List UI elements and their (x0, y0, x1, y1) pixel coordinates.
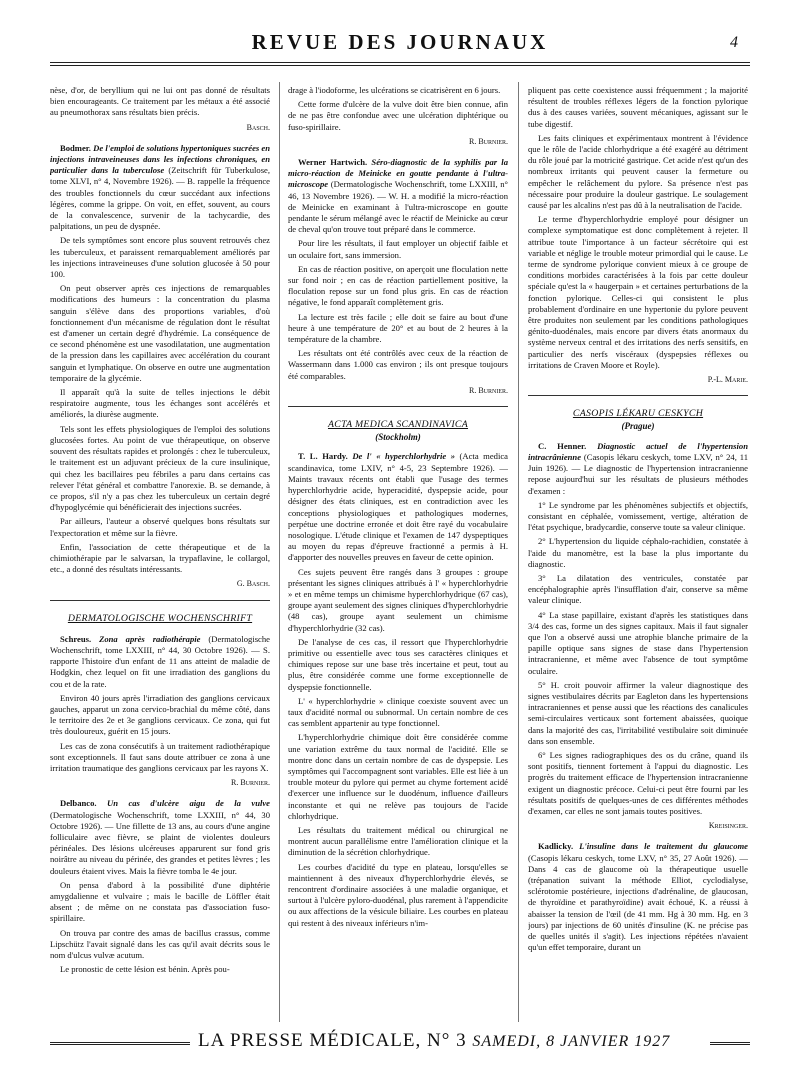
paragraph: Enfin, l'association de cette thérapeutique et de la chimiothérapie par le salvarsan, la trypaflavine, le collargol, etc., a donné des résultats intéressants. (50, 541, 270, 575)
paragraph: Ces sujets peuvent être rangés dans 3 groupes : groupe présentant les signes cliniques attribués à l' « hyperchlorhydrie » et en même temps un chimisme hyperchlorhydrique (67 cas), groupe ayant seulement des signes cliniques d'hyperchlorhydrie (48 cas), groupe ayant seulement un chimisme d'hyperchlorhydrie (32 cas). (288, 566, 508, 633)
paragraph: En cas de réaction positive, on aperçoit une floculation nette sur fond noir ; en cas de réaction partiellement positive, la floculation repose sur un fond plus gris. En cas de réaction négative, le fond apparaît complètement gris. (288, 263, 508, 308)
section-separator (288, 406, 508, 407)
paragraph: Les courbes d'acidité du type en plateau, lorsqu'elles se maintiennent à des niveaux d'hyperchlorhydrie élevés, se rencontrent d'ordinaire associées à une maladie organique, et surtout à l'ulcère pyloro-duodénal, plus rarement à l'appendicite ou aux affections de la vésicule biliaire. Les courbes en plateau qui restent à des niveaux inférieurs n'im- (288, 861, 508, 928)
journal-title: CASOPIS LÉKARU CESKYCH (572, 408, 704, 420)
article-reference: (Zeitschrift für Tuberkulose, tome XLVI, n° 4, Novembre 1926). — B. rappelle la fréquence des troubles fonctionnels du cœur succédant aux infections légères, comme la grippe. On voit, en effet, souvent, au cours de la convalescence, survenir de la tachycardie, des palpitations, un peu de dyspnée. (50, 165, 270, 232)
article-reference: (Dermatologische Wochenschrift, tome LXXIII, n° 44, 30 Octobre 1926). — Une fillette de 13 ans, au cours d'une angine folliculaire avec fièvre, se plaint de violentes douleurs périnéales. Des lésions ulcéreuses apparurent sur fond gris noirâtre au niveau du périnée, des grandes et petites lèvres ; les douleurs étaient vives. Mais la fièvre tomba le 4e jour. (50, 809, 270, 876)
paragraph: L'hyperchlorhydrie chimique doit être considérée comme une variation extrême du taux normal de l'acidité. Elle se montre donc dans un certain nombre de cas de dyspepsie. Les symptômes qui l'accompagnent sont variables. Elle est liée à un trouble moteur du pylore qui permet au chyme fortement acidé d'exercer une influence sur le duodénum, influence d'ailleurs inconstante et qui ne relève pas toujours de l'acide chlorhydrique. (288, 732, 508, 821)
signature: R. Burnier. (468, 136, 508, 146)
page-footer (50, 1030, 750, 1060)
article-abstract (528, 841, 748, 953)
paragraph: drage à l'iodoforme, les ulcérations se cicatrisèrent en 6 jours. (288, 85, 501, 95)
article-reference: (Dermatologische Wochenschrift, tome LXXIII, n° 46, 13 Novembre 1926). — W. H. a modifié la micro-réaction de Meinicke en examinant à l'ultra-microscope en goutte pendante le sérum mélangé avec le réactif de Meinicke au cœur de cheval qu'on trouve tout préparé dans le commerce. (288, 179, 508, 235)
journal-location: (Stockholm) (375, 432, 421, 443)
article-title: Un cas d'ulcère aigu de la vulve (107, 798, 270, 809)
page-header (0, 30, 800, 58)
author: Schreus. (60, 633, 92, 644)
article-abstract (50, 798, 270, 876)
paragraph: Les résultats ont été contrôlés avec ceux de la réaction de Wassermann dans 1.000 cas environ ; ils ont presque toujours été comparables. (288, 348, 508, 381)
header-rule (50, 62, 750, 63)
article-title: Zona après radiothérapie (99, 633, 201, 644)
paragraph: Le terme d'hyperchlorhydrie employé pour désigner un complexe symptomatique est donc complètement à rejeter. Il attribue toute l'importance à un facteur sécrétoire qui est variable et néglige le trouble moteur primordial qui le cause. Le terme de syndrome pylorique convient mieux à ce groupe de conditions morbides caractérisées à la fois par cette douleur spéciale qu'est la « haugerpain » et certaines perturbations de la fonction pylorique. Celles-ci qui consistent le plus probablement d'ordinaire en une hypertonie du pylore peuvent être produites non seulement par les conditions pathologiques génito-duodénales, mais encore par divers états anormaux du système nerveux central et des irritations des nerfs sensitifs, en particulier des nerfs viscéraux (dyspepsies réflexes ou irritations de Craven Moore et Royle). (528, 214, 748, 370)
article-title: Diagnostic actuel de l'hypertension intracrânienne (528, 440, 748, 462)
paragraph: L' « hyperchlorhydrie » clinique coexiste souvent avec un taux d'acidité normal ou subnormal. Un certain nombre de ces cas semblent appartenir au type fonctionnel. (288, 695, 508, 729)
column-divider (279, 82, 280, 1022)
paragraph: De l'analyse de ces cas, il ressort que l'hyperchlorhydrie primitive ou essentielle avec tous ses caractères cliniques et chimiques repose sur une base très incertaine et peut, tout au plus, être considérée comme une forme exceptionnelle de dyspepsie fonctionnelle. (288, 636, 508, 692)
signature: Basch. (246, 122, 270, 132)
paragraph: On trouva par contre des amas de bacillus crassus, comme Lipschütz l'avait signalé dans les cas qu'il avait décrits sous le nom d'ulcus vulvæ acutum. (50, 927, 270, 961)
article-abstract (288, 157, 508, 235)
paragraph: Pour lire les résultats, il faut employer un objectif faible et un oculaire fort, sans immersion. (288, 238, 508, 260)
article-title: De l'emploi de solutions hypertoniques sucrées en injections intraveineuses dans les infections chroniques, en particulier dans la tuberculose (50, 142, 270, 176)
paragraph: On pensa d'abord à la possibilité d'une diphtérie amygdalienne et vulvaire ; mais le bacille de Löffler était absent ; de même on ne constata pas d'association fuso-spirillaire. (50, 879, 270, 924)
article-abstract (528, 441, 748, 497)
article-abstract (50, 634, 270, 690)
paragraph: pliquent pas cette coexistence aussi fréquemment ; la majorité résultent de troubles réflexes légers de la fonction pylorique dus à des causes variées, souvent mécaniques, agissant sur le tube digestif. (528, 85, 748, 129)
column-3 (528, 85, 748, 1020)
paragraph: Il apparaît qu'à la suite de telles injections le débit respiratoire augmente, tous les échanges sont accélérés et améliorés, la diurèse augmente. (50, 387, 270, 420)
journal-title: DERMATOLOGISCHE WOCHENSCHRIFT (67, 612, 253, 624)
footer-rule (710, 1042, 750, 1045)
author: T. L. Hardy. (298, 451, 348, 462)
journal-name: LA PRESSE MÉDICALE, N° 3 (198, 1030, 467, 1051)
section-separator (528, 395, 748, 396)
author: Werner Hartwich. (298, 157, 368, 168)
article-reference: (Dermatologische Wochenschrift, tome LXXIII, n° 44, 30 Octobre 1926). — S. rapporte l'histoire d'un enfant de 11 ans atteint de maladie de Hodgkin, chez lequel on fit une irradiation des ganglions du cou et de la rate. (50, 633, 270, 689)
section-separator (50, 600, 270, 601)
list-item: 4° La stase papillaire, existant d'après les statistiques dans 3/4 des cas, forme un des signes capitaux. Mais il faut signaler que l'on a observé aussi une atrophie blanche primaire de la papille optique sans signes de stase dans l'hypertension intracranienne, et même avec l'absence de tout symptôme oculaire. (528, 609, 748, 676)
paragraph: Les résultats du traitement médical ou chirurgical ne montrent aucun parallélisme entre l'amélioration clinique et la diminution de la sécrétion chlorhydrique. (288, 824, 508, 858)
article-abstract (288, 451, 508, 563)
article-abstract (50, 143, 270, 233)
list-item: 1° Le syndrome par les phénomènes subjectifs et objectifs, consistant en céphalée, vomissement, vertige, altération de l'état psychique, bradycardie, conserve toute sa valeur clinique. (528, 499, 748, 533)
footer-rule (50, 1042, 190, 1045)
article-reference: (Casopis lékaru ceskych, tome LXV, n° 35, 27 Août 1926). — Dans 4 cas de glaucome où la thérapeutique usuelle (trépanation suivant la méthode Elliot, cyclodialyse, sclérotomie postérieure, injections d'adrénaline, de glaucosan, de thyroïdine et parathyroïdine) avait échoué, K. a réussi à abaisser la tension de l'œil (de 41 mm. Hg à 30 mm. Hg. en 3 jours) par injections de 60 unités d'insuline (K. ne précise pas de quelles unités il s'agit). Les injections répétées n'avaient qu'un effet temporaire, durant un (528, 852, 748, 953)
author: Bodmer. (60, 142, 91, 153)
paragraph: Les faits cliniques et expérimentaux montrent à l'évidence que le rôle de l'acide chlorhydrique a été exagéré au détriment du rôle joué par la motricité gastrique. Cet acide n'est qu'un des nombreux irritants qui peuvent causer la fermeture ou empêcher le relâchement du pylore. Sa présence n'est pas nécessaire pour produire la douleur gastrique. Le soulagement causé par les alcalins n'est pas dû à la neutralisation de l'acide. (528, 132, 748, 211)
column-divider (518, 82, 519, 1022)
article-reference: (Casopis lékaru ceskych, tome LXV, n° 24, 11 Juin 1926). — Le diagnostic de l'hypertension intracranienne repose aujourd'hui sur les résultats de plusieurs méthodes d'examen : (528, 451, 748, 496)
paragraph: Par ailleurs, l'auteur a observé quelques bons résultats sur l'expectoration et même sur la fièvre. (50, 516, 270, 538)
paragraph: De tels symptômes sont encore plus souvent retrouvés chez les tuberculeux, et paraissent remarquablement améliorés par les injections intraveineuses d'une solution glucosée à 50 pour 100. (50, 235, 270, 280)
header-rule-2 (50, 65, 750, 66)
paragraph: On peut observer après ces injections de remarquables modifications des humeurs : la concentration du plasma sanguin s'élève dans des proportions variables, d'où fonctionnement d'un mécanisme de régulation dont le résultat est d'amener un certain degré d'hydrémie. La conséquence de ce second phénomène est une vasodilatation, une augmentation de la pression dans les capillaires avec accélération du courant sanguin et lymphatique. On observe en outre une augmentation temporaire de la glycémie. (50, 283, 270, 383)
paragraph: Tels sont les effets physiologiques de l'emploi des solutions glucosées fortes. Au point de vue thérapeutique, on observe souvent des résultats rapides et prolongés : chez le tuberculeux, le traitement est un adjuvant précieux de la cure insulinique, qui chez les bacillaires peu fébriles a paru dans certains cas relever l'état général et combattre l'anorexie. B. se demande, à ce propos, s'il n'y a pas chez les tuberculeux un certain degré d'hypoglycémie qui bénéficierait des injections sucrées. (50, 423, 270, 513)
running-title: REVUE DES JOURNAUX (251, 30, 549, 54)
column-2 (288, 85, 508, 1020)
journal-title: ACTA MEDICA SCANDINAVICA (327, 419, 469, 431)
paragraph: nèse, d'or, de beryllium qui ne lui ont pas donné de résultats bien encourageants. Ce traitement par les métaux a été associé au pneumothorax sans résultats bien précis. (50, 85, 270, 118)
paragraph: Environ 40 jours après l'irradiation des ganglions cervicaux gauches, apparut un zona cervico-brachial du même côté, dans le territoire des 2e et 3e ganglions cervicaux. Ce zona, qui fut très douloureux, guérit en 15 jours. (50, 692, 270, 737)
paragraph: Le pronostic de cette lésion est bénin. Après pou- (60, 964, 230, 975)
signature: G. Basch. (236, 579, 270, 589)
article-reference: (Acta medica scandinavica, tome LXIV, n° 4-5, 23 Septembre 1926). — Maints travaux récents ont établi que l'usage des termes hyperchlorhydrie acide, hyperacidité, dyspepsie acide, pour désigner des états cliniques, est en contradiction avec les conceptions physiologiques et pathologiques modernes, perpétue une doctrine erronée et doit être rayé du vocabulaire nosologique. L'étude clinique et l'examen de 147 dyspeptiques au moyen du repas d'épreuve fractionné a permis à H. d'apporter des nouvelles preuves en faveur de cette opinion. (288, 451, 508, 563)
page-number: 4 (730, 34, 738, 51)
list-item: 3° La dilatation des ventricules, constatée par encéphalographie après l'insufflation d'air, conserve sa même valeur clinique. (528, 572, 748, 606)
article-title: De l' « hyperchlorhydrie » (352, 451, 455, 462)
signature: R. Burnier. (230, 778, 270, 788)
paragraph: Les cas de zona consécutifs à un traitement radiothérapique sont exceptionnels. Il faut sans doute attribuer ce zona à une irritation traumatique des ganglions cervicaux par les rayons X. (50, 740, 270, 773)
signature: Kreisinger. (708, 821, 748, 831)
author: Kadlicky. (538, 841, 574, 852)
article-title: L'insuline dans le traitement du glaucome (579, 841, 748, 852)
issue-date: SAMEDI, 8 JANVIER 1927 (472, 1033, 671, 1050)
paragraph: La lecture est très facile ; elle doit se faire au bout d'une heure à une température de 20° et au bout de 2 heures à la température de la chambre. (288, 311, 508, 345)
signature: P.-L. Marie. (707, 375, 748, 385)
footer-text (198, 1030, 670, 1052)
article-title: Séro-diagnostic de la syphilis par la micro-réaction de Meinicke en goutte pendante à l'ultra-microscope (288, 157, 508, 190)
list-item: 5° H. croit pouvoir affirmer la valeur diagnostique des signes vestibulaires décrits par Eagleton dans les hypertensions intracraniennes et pense aussi que les réactions des canalicules semi-circulaires verticaux sont fortement abaissées, quoique dans la majorité des cas, l'irritabilité vestibulaire soit diminuée dans son ensemble. (528, 679, 748, 746)
journal-location: (Prague) (621, 421, 655, 432)
list-item: 6° Les signes radiographiques des os du crâne, quand ils sont positifs, tiennent fortement à l'appui du diagnostic. Les progrès du traitement efficace de l'hypertension intracranienne exigent un diagnostic précoce. Celui-ci peut être fourni par les résultats positifs de quelques-unes de ces différentes méthodes d'examen, car elles ne sont jamais toutes positives. (528, 749, 748, 816)
column-1 (50, 85, 270, 1020)
paragraph: Cette forme d'ulcère de la vulve doit être bien connue, afin de ne pas être confondue avec une ulcération diphtérique ou fuso-spirillaire. (288, 99, 508, 132)
author: C. Henner. (538, 440, 587, 451)
author: Delbanco. (60, 798, 97, 809)
signature: R. Burnier. (468, 385, 508, 395)
list-item: 2° L'hypertension du liquide céphalo-rachidien, constatée à l'aide du manomètre, est la base la plus importante du diagnostic. (528, 536, 748, 569)
